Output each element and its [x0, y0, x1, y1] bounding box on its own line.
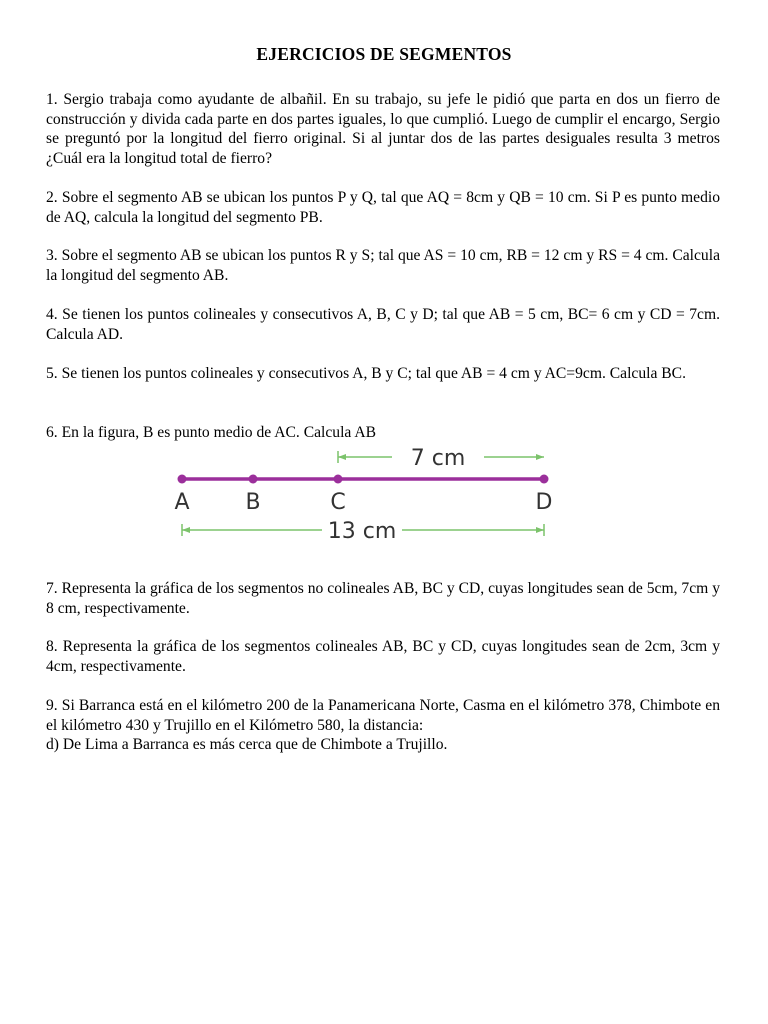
exercise-7: 7. Representa la gráfica de los segmentos no colineales AB, BC y CD, cuyas longitudes sean de 5cm, 7cm y 8 cm, respectivamente.: [46, 580, 720, 617]
segment-figure: [152, 440, 552, 546]
point-a-dot: [178, 475, 187, 484]
top-dimension-right-arrow: [536, 454, 544, 460]
bottom-dimension: [182, 519, 544, 544]
exercise-2: 2. Sobre el segmento AB se ubican los puntos P y Q, tal que AQ = 8cm y QB = 10 cm. Si P es punto medio de AQ, calcula la longitud del segmento PB.: [46, 189, 720, 226]
point-d-dot: [540, 475, 549, 484]
point-a-label: A: [174, 490, 190, 515]
top-dimension: [338, 446, 544, 471]
segment-figure-svg: [152, 440, 552, 546]
top-measure-label: 7 cm: [410, 446, 466, 471]
exercise-9-option-d: d) De Lima a Barranca es más cerca que de Chimbote a Trujillo.: [46, 736, 448, 753]
point-c-label: C: [330, 490, 346, 515]
exercise-3: 3. Sobre el segmento AB se ubican los puntos R y S; tal que AS = 10 cm, RB = 12 cm y RS = 4 cm. Calcula la longitud del segmento AB.: [46, 247, 720, 284]
exercise-1: 1. Sergio trabaja como ayudante de albañil. En su trabajo, su jefe le pidió que parta en dos un fierro de construcción y divida cada parte en dos partes iguales, lo que cumplió. Luego de cumplir el encargo, Sergio se preguntó por la longitud del fierro original. Si al juntar dos de las partes desiguales resulta 3 metros ¿Cuál era la longitud total de fierro?: [46, 91, 720, 167]
bottom-dimension-left-arrow: [182, 527, 190, 533]
top-dimension-left-arrow: [338, 454, 346, 460]
point-c-dot: [334, 475, 343, 484]
point-b-label: B: [245, 490, 261, 515]
exercise-5: 5. Se tienen los puntos colineales y consecutivos A, B y C; tal que AB = 4 cm y AC=9cm. Calcula BC.: [46, 365, 686, 382]
bottom-measure-label: 13 cm: [327, 519, 397, 544]
point-b-dot: [249, 475, 258, 484]
exercise-8: 8. Representa la gráfica de los segmentos colineales AB, BC y CD, cuyas longitudes sean de 2cm, 3cm y 4cm, respectivamente.: [46, 638, 720, 675]
point-d-label: D: [535, 490, 552, 515]
exercise-6: 6. En la figura, B es punto medio de AC. Calcula AB: [46, 424, 377, 441]
page-title: EJERCICIOS DE SEGMENTOS: [256, 44, 512, 64]
exercise-9: 9. Si Barranca está en el kilómetro 200 de la Panamericana Norte, Casma en el kilómetro 378, Chimbote en el kilómetro 430 y Trujillo en el Kilómetro 580, la distancia:: [46, 697, 720, 734]
exercise-4: 4. Se tienen los puntos colineales y consecutivos A, B, C y D; tal que AB = 5 cm, BC= 6 cm y CD = 7cm. Calcula AD.: [46, 306, 720, 343]
bottom-dimension-right-arrow: [536, 527, 544, 533]
